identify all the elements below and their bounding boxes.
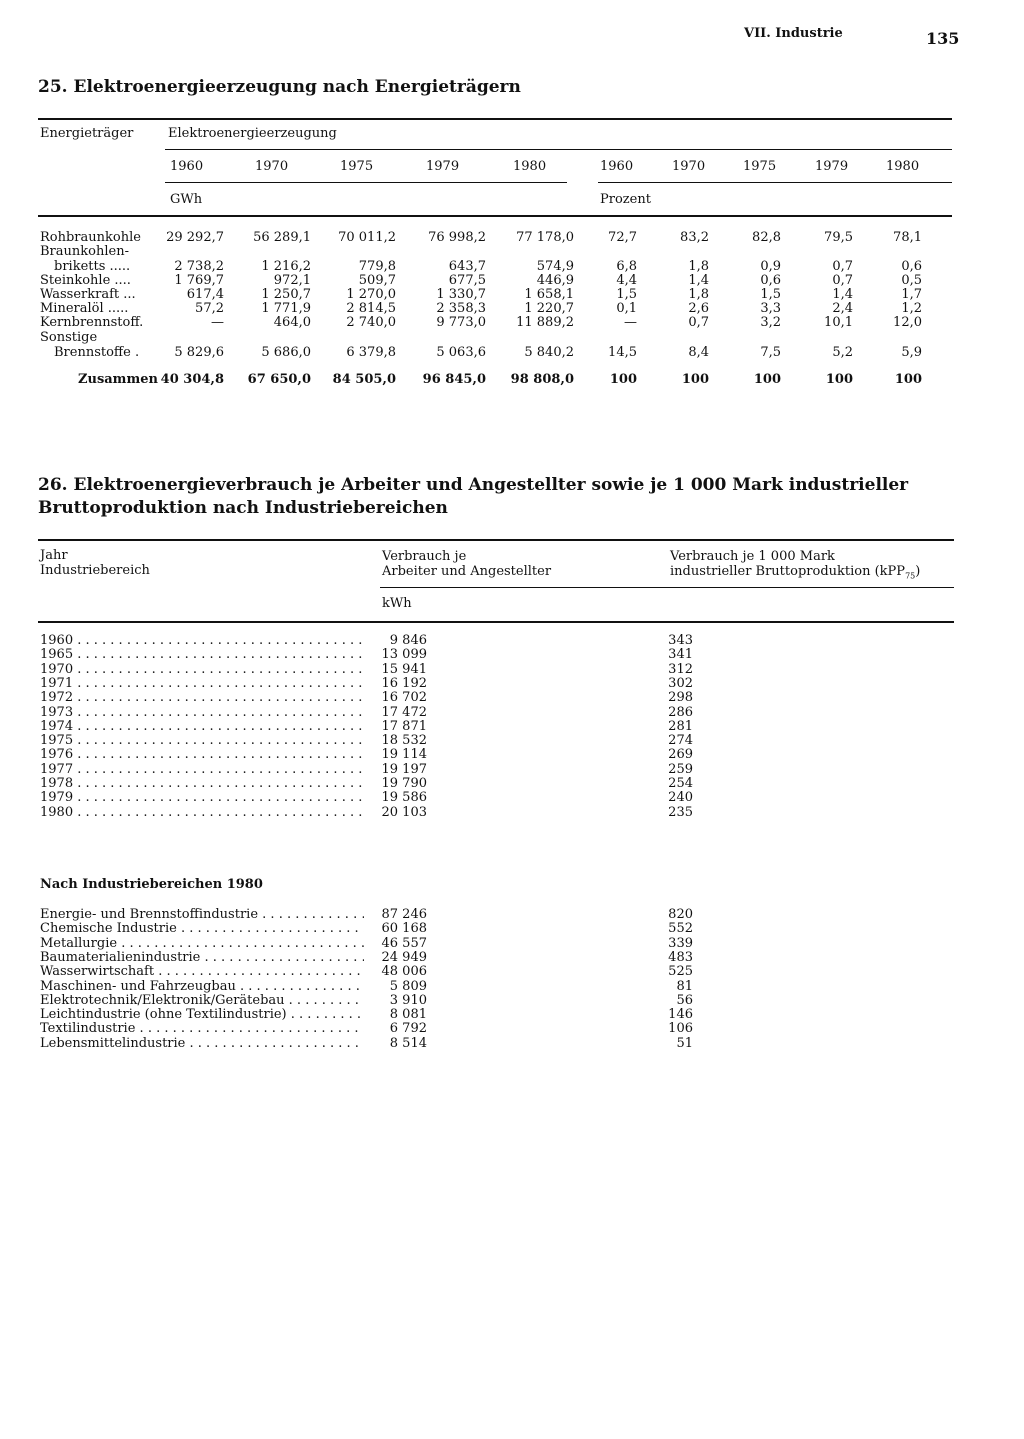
t26-value-per-worker: 16 702 [381,690,427,706]
table26-col3-header-2: industrieller Bruttoproduktion (kPP$_{75}$) [670,564,921,581]
t25-gwh-cell: 6 379,8 [346,345,396,360]
t26-branch-row [40,994,364,1008]
t26-value-per-1000-mark: 298 [668,690,693,706]
t26-year-row-text: 1975 . . . [40,734,364,748]
t25-gwh-cell: 5 829,6 [174,345,224,360]
t26-value-per-1000-mark: 281 [668,718,693,734]
t25-gwh-cell: 617,4 [186,287,224,302]
t25-gwh-cell: 446,9 [536,273,574,288]
t25-pct-cell: 1,8 [688,259,709,274]
t25-pct-cell: 7,5 [760,345,781,360]
t25-pct-cell: 1,5 [616,287,637,302]
t26-branch-row [40,1022,364,1036]
t25-gwh-cell: 2 738,2 [174,259,224,274]
table26-col2-header-2: Arbeiter und Angestellter [382,564,552,579]
t26-value-per-worker: 20 103 [381,804,427,820]
t26-value-per-1000-mark: 81 [676,978,693,994]
t25-pct-cell: 4,4 [616,273,637,288]
t26-branch-row-text: Chemische Industrie . . . [40,922,364,936]
t26-branch-row [40,951,364,965]
t26-year-row [40,763,364,777]
t26-year-row [40,648,364,662]
t26-value-per-1000-mark: 56 [676,992,693,1008]
t26-branch-row-text: Baumaterialienindustrie . . . [40,951,364,965]
t25-pct-cell: 1,8 [688,287,709,302]
t25-pct-cell: 2,6 [688,301,709,316]
t26-value-per-1000-mark: 302 [668,675,693,691]
table26-unit: kWh [382,596,412,611]
t26-value-per-1000-mark: 51 [676,1035,693,1051]
t25-gwh-cell: 1 771,9 [261,301,311,316]
t26-year-row [40,634,364,648]
t26-value-per-worker: 6 792 [389,1021,427,1037]
t25-pct-cell: 3,3 [760,301,781,316]
table26-title-line1: 26. Elektroenergieverbrauch je Arbeiter und Angestellter sowie je 1 000 Mark industrieller [38,475,909,495]
t25-total-gwh-cell: 98 808,0 [510,372,574,387]
t26-year-row-text: 1971 . . . [40,677,364,691]
t26-value-per-worker: 18 532 [381,733,427,749]
table26-top-rule [38,539,954,541]
t25-total-gwh-cell: 40 304,8 [160,372,224,387]
t26-year-row-text: 1974 . . . [40,720,364,734]
t25-gwh-cell: — [211,315,224,330]
t25-gwh-cell: 2 358,3 [436,301,486,316]
t25-pct-cell: 5,9 [901,345,922,360]
t26-value-per-1000-mark: 259 [668,761,693,777]
table26-col3-subscript: 75 [905,571,916,581]
t26-value-per-1000-mark: 146 [668,1007,693,1023]
t26-year-row-text: 1980 . . . [40,806,364,820]
t25-gwh-cell: 56 289,1 [253,230,311,245]
table25-stub-header: Energieträger [40,126,134,141]
t25-pct-cell: 0,7 [832,273,853,288]
t26-year-row [40,777,364,791]
t26-branch-row [40,1037,364,1051]
t25-gwh-cell: 5 063,6 [436,345,486,360]
t26-value-per-1000-mark: 341 [668,647,693,663]
t26-year-row [40,748,364,762]
t26-value-per-1000-mark: 269 [668,747,693,763]
t26-value-per-worker: 87 246 [381,907,427,922]
t25-row-label: briketts ..... [54,259,131,274]
t26-value-per-1000-mark: 312 [668,661,693,677]
t26-value-per-1000-mark: 820 [668,907,693,922]
t25-year-gwh-2: 1975 [340,159,374,174]
t25-year-pct-2: 1975 [743,159,777,174]
t25-gwh-cell: 1 658,1 [524,287,574,302]
t26-branch-row-text: Metallurgie . . . [40,937,364,951]
t26-value-per-1000-mark: 552 [668,921,693,937]
t26-value-per-worker: 8 514 [389,1035,427,1051]
t26-year-row-text: 1970 . . . [40,663,364,677]
t26-value-per-1000-mark: 525 [668,964,693,980]
t25-pct-cell: 3,2 [760,315,781,330]
table25-unit-pct: Prozent [600,192,651,207]
t25-gwh-cell: 76 998,2 [428,230,486,245]
t25-pct-cell: 0,6 [760,273,781,288]
t25-pct-cell: — [624,315,637,330]
t25-row-label: Kernbrennstoff. [40,315,144,330]
t26-value-per-worker: 8 081 [389,1007,427,1023]
t25-gwh-cell: 9 773,0 [436,315,486,330]
t26-value-per-worker: 19 790 [381,776,427,791]
t25-gwh-cell: 1 270,0 [346,287,396,302]
t25-total-gwh-cell: 84 505,0 [332,372,396,387]
t26-year-row-text: 1976 . . . [40,748,364,762]
t25-gwh-cell: 1 216,2 [261,259,311,274]
t25-pct-cell: 79,5 [824,230,853,245]
t26-branch-row [40,965,364,979]
t25-total-pct-cell: 100 [681,372,709,387]
t26-value-per-1000-mark: 339 [668,935,693,951]
table25-unit-gwh: GWh [170,192,203,207]
t25-gwh-cell: 574,9 [536,259,574,274]
t26-value-per-worker: 17 871 [381,718,427,734]
t25-pct-cell: 0,7 [688,315,709,330]
t25-gwh-cell: 1 330,7 [436,287,486,302]
t26-branch-row-text: Leichtindustrie (ohne Textilindustrie) . . . [40,1008,364,1022]
t25-gwh-cell: 677,5 [448,273,486,288]
t25-pct-cell: 0,1 [616,301,637,316]
t25-total-gwh-cell: 67 650,0 [247,372,311,387]
t26-value-per-1000-mark: 274 [668,733,693,749]
t25-pct-cell: 2,4 [832,301,853,316]
table25-header-rule [38,215,952,217]
t25-pct-cell: 12,0 [893,315,922,330]
t26-value-per-worker: 48 006 [381,964,427,980]
page-number: 135 [926,29,960,48]
t25-year-gwh-1: 1970 [255,159,289,174]
t26-branch-row [40,922,364,936]
t25-pct-cell: 5,2 [832,345,853,360]
t26-value-per-1000-mark: 240 [668,790,693,806]
t25-row-label: Mineralöl ..... [40,301,129,316]
t25-pct-cell: 1,4 [832,287,853,302]
t25-gwh-cell: 464,0 [273,315,311,330]
t26-branch-row-text: Elektrotechnik/Elektronik/Gerätebau . . . [40,994,364,1008]
t25-pct-cell: 72,7 [608,230,637,245]
t25-row-label: Steinkohle .... [40,273,131,288]
t26-branch-row-text: Textilindustrie . . . [40,1022,364,1036]
t26-value-per-1000-mark: 254 [668,776,693,791]
t25-gwh-cell: 509,7 [358,273,396,288]
t25-year-pct-4: 1980 [886,159,920,174]
table26-col3-header: Verbrauch je 1 000 Mark [670,549,835,564]
t25-pct-cell: 0,5 [901,273,922,288]
t26-year-row-text: 1973 . . . [40,706,364,720]
t26-year-row [40,791,364,805]
t26-value-per-1000-mark: 235 [668,804,693,820]
t25-gwh-cell: 5 686,0 [261,345,311,360]
t26-value-per-worker: 24 949 [381,949,427,965]
table26-title-line2: Bruttoproduktion nach Industriebereichen [38,498,448,518]
table25-group-rule [165,149,952,150]
t25-pct-cell: 0,9 [760,259,781,274]
t26-year-row [40,706,364,720]
t26-branch-row-text: Energie- und Brennstoffindustrie . . . [40,908,364,922]
t25-row-label: Brennstoffe . [54,345,140,360]
t26-branch-row [40,937,364,951]
t26-branch-row [40,1008,364,1022]
t25-row-label: Braunkohlen- [40,244,129,259]
t25-pct-cell: 14,5 [608,345,637,360]
t26-year-row-text: 1972 . . . [40,691,364,705]
table26-header-rule [38,621,954,623]
table25-pct-rule [598,182,952,183]
t26-value-per-worker: 13 099 [381,647,427,663]
t26-branch-row-text: Lebensmittelindustrie . . . [40,1037,364,1051]
t26-value-per-1000-mark: 106 [668,1021,693,1037]
t25-total-pct-cell: 100 [894,372,922,387]
t26-year-row [40,720,364,734]
t25-pct-cell: 0,6 [901,259,922,274]
t26-value-per-worker: 60 168 [381,921,427,937]
t25-row-label: Wasserkraft ... [40,287,136,302]
t25-year-gwh-4: 1980 [513,159,547,174]
table26-unit-rule [380,587,954,588]
t26-year-row [40,734,364,748]
t25-gwh-cell: 57,2 [195,301,224,316]
t26-year-row-text: 1978 . . . [40,777,364,791]
t25-pct-cell: 6,8 [616,259,637,274]
t26-branch-row-text: Wasserwirtschaft . . . [40,965,364,979]
t26-value-per-worker: 9 846 [389,633,427,648]
t25-gwh-cell: 779,8 [358,259,396,274]
t26-branch-row-text: Maschinen- und Fahrzeugbau . . . [40,980,364,994]
t26-value-per-worker: 17 472 [381,704,427,720]
t25-gwh-cell: 1 769,7 [174,273,224,288]
t25-pct-cell: 0,7 [832,259,853,274]
table25-title: 25. Elektroenergieerzeugung nach Energieträgern [38,77,521,97]
t25-gwh-cell: 1 220,7 [524,301,574,316]
t26-branch-row [40,980,364,994]
t25-year-gwh-0: 1960 [170,159,204,174]
t25-pct-cell: 1,5 [760,287,781,302]
t26-year-row [40,691,364,705]
table26-col1-header-2: Industriebereich [40,563,150,578]
t25-gwh-cell: 5 840,2 [524,345,574,360]
t26-value-per-1000-mark: 343 [668,633,693,648]
t26-year-row-text: 1960 . . . [40,634,364,648]
t25-gwh-cell: 70 011,2 [338,230,396,245]
table26-branches-heading: Nach Industriebereichen 1980 [40,877,263,892]
table25-gwh-rule [165,182,567,183]
t25-gwh-cell: 2 740,0 [346,315,396,330]
t26-value-per-worker: 16 192 [381,675,427,691]
t25-pct-cell: 8,4 [688,345,709,360]
t25-gwh-cell: 77 178,0 [516,230,574,245]
t25-gwh-cell: 11 889,2 [516,315,574,330]
t25-pct-cell: 1,4 [688,273,709,288]
t25-gwh-cell: 29 292,7 [166,230,224,245]
t25-total-gwh-cell: 96 845,0 [422,372,486,387]
t26-value-per-worker: 19 197 [381,761,427,777]
table26-col2-header: Verbrauch je [382,549,467,564]
t25-pct-cell: 1,2 [901,301,922,316]
t25-total-pct-cell: 100 [825,372,853,387]
t25-year-pct-3: 1979 [815,159,849,174]
t25-row-label: Sonstige [40,330,98,345]
t25-gwh-cell: 1 250,7 [261,287,311,302]
t25-pct-cell: 1,7 [901,287,922,302]
t26-value-per-worker: 19 114 [381,747,427,763]
t26-value-per-worker: 19 586 [381,790,427,806]
t25-gwh-cell: 643,7 [448,259,486,274]
t26-value-per-1000-mark: 483 [668,949,693,965]
t26-value-per-1000-mark: 286 [668,704,693,720]
t26-branch-row [40,908,364,922]
t26-year-row-text: 1977 . . . [40,763,364,777]
t26-year-row [40,663,364,677]
t25-pct-cell: 10,1 [824,315,853,330]
t25-year-gwh-3: 1979 [426,159,460,174]
t25-total-label: Zusammen [78,372,158,387]
t25-row-label: Rohbraunkohle [40,230,141,245]
t26-year-row-text: 1965 . . . [40,648,364,662]
t25-total-pct-cell: 100 [753,372,781,387]
t26-value-per-worker: 46 557 [381,935,427,951]
t25-total-pct-cell: 100 [609,372,637,387]
t26-value-per-worker: 5 809 [389,978,427,994]
t25-gwh-cell: 2 814,5 [346,301,396,316]
section-header: VII. Industrie [744,26,843,41]
t25-year-pct-1: 1970 [672,159,706,174]
t25-pct-cell: 83,2 [680,230,709,245]
t26-value-per-worker: 15 941 [381,661,427,677]
table25-top-rule [38,118,952,120]
t25-pct-cell: 78,1 [893,230,922,245]
t26-year-row [40,806,364,820]
t25-year-pct-0: 1960 [600,159,634,174]
t26-value-per-worker: 3 910 [389,992,427,1008]
t26-year-row [40,677,364,691]
table25-group-header: Elektroenergieerzeugung [168,126,337,141]
t26-year-row-text: 1979 . . . [40,791,364,805]
t25-pct-cell: 82,8 [752,230,781,245]
t25-gwh-cell: 972,1 [273,273,311,288]
table26-col1-header: Jahr [40,548,68,563]
